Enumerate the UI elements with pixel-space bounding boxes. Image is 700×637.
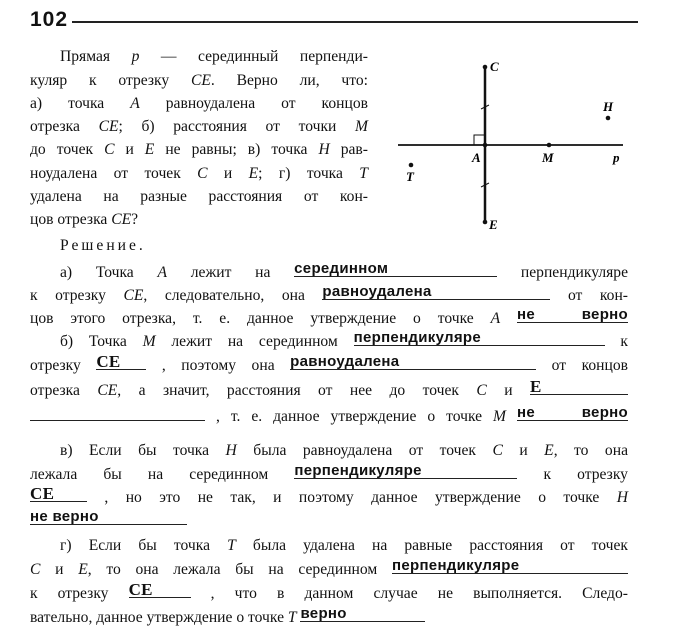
math-variable: M [493, 408, 507, 425]
text-fragment: ? [131, 211, 139, 228]
math-variable: E [144, 141, 155, 158]
math-variable: T [359, 165, 368, 182]
math-variable: CE [111, 211, 132, 228]
text-fragment: куляр к отрезку [30, 72, 191, 89]
math-variable: A [490, 310, 501, 327]
math-variable: E [544, 442, 554, 459]
text-fragment: а) Точка [60, 264, 158, 281]
label-h: H [603, 99, 614, 114]
math-variable: C [104, 141, 115, 158]
handwritten-answer: серединном [294, 260, 389, 277]
text-fragment: до точек [30, 141, 105, 158]
math-variable: A [130, 95, 140, 112]
text-fragment: к [604, 333, 628, 350]
text-fragment: удалена на разные расстояния от кон- [30, 188, 368, 205]
text-fragment: лежала бы на серединном [30, 466, 295, 483]
math-variable: E [78, 561, 88, 578]
text-fragment: б) Точка [60, 333, 143, 350]
handwritten-answer: CE [96, 352, 121, 371]
math-variable: CE [190, 72, 211, 89]
text-fragment: , то она [553, 442, 628, 459]
text-fragment: и [40, 561, 79, 578]
text-fragment: к отрезку [30, 585, 129, 602]
math-variable: CE [97, 382, 118, 399]
text-fragment: перпендикуляре [497, 264, 628, 281]
text-fragment: рав- [329, 141, 368, 158]
math-variable: H [616, 489, 628, 506]
handwritten-answer: CE [30, 484, 55, 503]
text-fragment: , но это не так, и поэтому данное утверждение о точке [87, 489, 617, 506]
handwritten-answer: не верно [517, 404, 628, 421]
handwritten-answer: не верно [30, 508, 99, 525]
text-fragment: , поэтому она [146, 357, 291, 374]
math-variable: p [131, 48, 140, 65]
text-fragment: отрезку [30, 357, 97, 374]
point-a [483, 143, 488, 148]
label-c: C [490, 59, 499, 74]
text-fragment: и [207, 165, 249, 182]
math-variable: T [287, 609, 297, 626]
text-fragment: к отрезку [517, 466, 628, 483]
text-fragment: , что в данном случае не выполняется. Следо- [190, 585, 628, 602]
math-variable: A [157, 264, 167, 281]
math-variable: E [248, 165, 259, 182]
text-fragment: и [114, 141, 145, 158]
text-fragment: . Верно ли, что: [210, 72, 368, 89]
math-variable: C [476, 382, 487, 399]
math-variable: H [318, 141, 330, 158]
label-e: E [489, 217, 498, 232]
handwritten-answer: CE [128, 580, 153, 599]
text-fragment: отрезка [30, 118, 99, 135]
text-fragment: а) точка [30, 95, 131, 112]
text-fragment: от концов [536, 357, 628, 374]
point-c [483, 65, 488, 70]
math-variable: M [142, 333, 156, 350]
solution-heading: Решение. [60, 237, 146, 254]
text-fragment: и [486, 382, 530, 399]
handwritten-answer: равноудалена [290, 353, 400, 370]
text-fragment: вательно, данное утверждение о точке [30, 609, 288, 626]
text-fragment: была равноудалена от точек [236, 442, 493, 459]
handwritten-answer: верно [300, 605, 347, 622]
point-e [483, 220, 488, 225]
text-fragment: не равны; в) точка [154, 141, 319, 158]
text-fragment: и [502, 442, 545, 459]
point-m [547, 143, 552, 148]
handwritten-answer: равноудалена [322, 283, 432, 300]
handwritten-answer: перпендикуляре [391, 557, 520, 574]
point-h [606, 116, 611, 121]
page-number: 102 [30, 8, 69, 31]
text-fragment: — серединный перпенди- [139, 48, 368, 65]
text-fragment: , т. е. данное утверждение о точке [205, 408, 494, 425]
text-fragment: г) Если бы точка [60, 537, 228, 554]
text-fragment: Прямая [60, 48, 132, 65]
math-variable: H [225, 442, 237, 459]
text-fragment: отрезка [30, 382, 98, 399]
text-fragment: , то она лежала бы на серединном [87, 561, 392, 578]
text-fragment: лежит на серединном [155, 333, 354, 350]
text-fragment: от кон- [550, 287, 628, 304]
label-a: A [472, 150, 481, 165]
text-fragment: к отрезку [30, 287, 124, 304]
point-t [409, 163, 414, 168]
text-fragment: равноудалена от концов [139, 95, 368, 112]
math-variable: M [355, 118, 368, 135]
math-variable: C [197, 165, 208, 182]
math-variable: T [227, 537, 236, 554]
text-fragment: в) Если бы точка [60, 442, 226, 459]
text-fragment: , а значит, расстояния от нее до точек [117, 382, 477, 399]
label-m: M [542, 150, 554, 165]
text-fragment: , следовательно, она [143, 287, 323, 304]
handwritten-answer: не верно [517, 306, 628, 323]
handwritten-answer: E [529, 377, 542, 396]
math-variable: CE [123, 287, 144, 304]
math-variable: CE [98, 118, 119, 135]
handwritten-answer: перпендикуляре [353, 329, 482, 346]
math-variable: C [30, 561, 41, 578]
label-p: p [613, 150, 620, 165]
text-fragment: лежит на [167, 264, 295, 281]
text-fragment: ноудалена от точек [30, 165, 198, 182]
label-t: T [406, 169, 414, 184]
text-fragment: ; г) точка [258, 165, 360, 182]
text-fragment: была удалена на равные расстояния от точек [235, 537, 628, 554]
handwritten-answer: перпендикуляре [294, 462, 422, 479]
text-fragment: цов этого отрезка, т. е. данное утверждение о точке [30, 310, 491, 327]
math-variable: C [492, 442, 503, 459]
text-fragment: ; б) расстояния от точки [118, 118, 355, 135]
text-fragment: цов отрезка [30, 211, 112, 228]
